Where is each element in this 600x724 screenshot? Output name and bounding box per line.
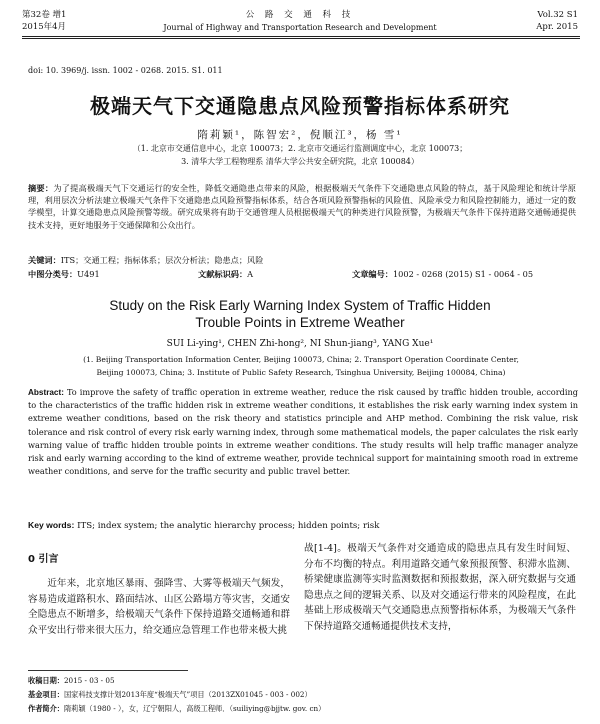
article-value: 1002 - 0268 (2015) S1 - 0064 - 05 — [392, 269, 534, 279]
title-en-line-1: Study on the Risk Early Warning Index System of Traffic Hidden — [109, 298, 491, 313]
footnote-fund: 基金项目：国家科技支撑计划2013年度“极端天气”项目（2013ZX01045 - 003 - 002） — [28, 690, 312, 699]
affiliations-en — [36, 353, 566, 379]
abstract-cn-label: 摘要： — [28, 183, 54, 193]
affiliation-cn-1: （1. 北京市交通信息中心，北京 100073；2. 北京市交通运行监测调度中心，北京 100073； — [132, 144, 468, 153]
affiliation-en-2: Beijing 100073, China; 3. Institute of Public Safety Research, Tsinghua University, Beijing 100084, China) — [96, 368, 506, 377]
doc-label: 文献标识码： — [198, 269, 248, 279]
clc-value: U491 — [77, 269, 100, 279]
footnotes — [28, 674, 580, 716]
clc-number — [28, 269, 100, 280]
header-date-en: Apr. 2015 — [536, 22, 578, 32]
abstract-en — [28, 386, 578, 478]
authors-cn: 隋莉颖¹，陈智宏²，倪顺江³，杨 雪¹ — [197, 129, 403, 141]
footnote-received: 收稿日期：2015 - 03 - 05 — [28, 676, 115, 685]
header-rule-top — [22, 36, 580, 37]
keywords-cn-label: 关键词： — [28, 255, 61, 265]
keywords-cn — [28, 255, 263, 266]
header-date-cn: 2015年4月 — [22, 22, 67, 32]
clc-label: 中图分类号： — [28, 269, 78, 279]
affiliation-cn-2: 3. 清华大学工程物理系 清华大学公共安全研究院，北京 100084） — [181, 157, 419, 166]
footnote-author: 作者简介：隋莉颖（1980 - ），女，辽宁朝阳人，高级工程师．（suiliying@bjjtw. gov. cn） — [28, 704, 326, 713]
abstract-en-text: To improve the safety of traffic operation in extreme weather, reduce the risk caused by traffic hidden trouble, according to the characteristics of the traffic hidden risk in extreme weather conditions, it establishes the risk early warning index system in extreme weather conditions, based on the risk theory and statistics principle and AHP method. Combining the risk value, risk tolerance and risk control of every risk early warning index, through some mathematical models, the paper calculates the risk early warning value of traffic hidden trouble points in extreme weather conditions. The study results will help traffic manager analyze risk and early warning according to the kind of extreme weather, provide technical support for maintaining smooth road in extreme weather conditions, and serve for the traffic security and public travel better. — [28, 387, 578, 477]
article-label: 文章编号： — [352, 269, 393, 279]
title-cn: 极端天气下交通隐患点风险预警指标体系研究 — [90, 94, 510, 118]
section-heading: 0 引言 — [28, 554, 59, 565]
abstract-en-label: Abstract: — [28, 388, 64, 397]
title-en-line-2: Trouble Points in Extreme Weather — [195, 315, 405, 330]
header-volume-en: Vol.32 S1 — [537, 10, 578, 20]
document-code — [198, 269, 253, 280]
keywords-en-text: ITS; index system; the analytic hierarchy process; hidden points; risk — [77, 521, 380, 531]
keywords-cn-text: ITS；交通工程；指标体系；层次分析法；隐患点；风险 — [60, 255, 264, 265]
header-rule-bottom — [22, 38, 580, 39]
header-journal-cn: 公 路 交 通 科 技 — [245, 10, 355, 20]
authors-en: SUI Li-ying¹, CHEN Zhi-hong², NI Shun-jiang³, YANG Xue¹ — [166, 339, 434, 349]
doi: doi: 10. 3969/j. issn. 1002 - 0268. 2015. S1. 011 — [28, 66, 223, 75]
body-column-left: 近年来，北京地区暴雨、强降雪、大雾等极端天气频发，容易造成道路积水、路面结冰、山区公路塌方等灾害，交通安全隐患点不断增多，给极端天气条件下保持道路交通畅通和群众平安出行带来很大压力，给交通应急管理工作也带来极大挑 — [28, 578, 290, 636]
keywords-en-label: Key words: — [28, 520, 75, 530]
abstract-cn-text: 为了提高极端天气下交通运行的安全性，降低交通隐患点带来的风险，根据极端天气条件下交通隐患点风险的特点，基于风险理论和统计学原理，利用层次分析法建立极端天气条件下交通隐患点风险预警指标体系，结合各项风险预警指标的风险值、风险承受力和风险控制能力，通过一定的数学模型，计算交通隐患点风险预警等级。研究成果将有助于交通管理人员根据极端天气的种类进行风险预警，为极端天气条件下保持道路交通畅通提供技术支持，更好地服务于交通保障和公众出行。 — [28, 183, 576, 230]
header-journal-en: Journal of Highway and Transportation Research and Development — [163, 23, 437, 32]
abstract-cn — [28, 182, 576, 231]
title-en — [0, 297, 600, 331]
doc-value: A — [247, 269, 254, 279]
affiliation-en-1: (1. Beijing Transportation Information Center, Beijing 100073, China; 2. Transport Operation Coordinate Center, — [83, 355, 519, 364]
article-number — [352, 269, 533, 280]
footnote-rule — [28, 670, 188, 671]
keywords-en — [28, 520, 379, 531]
body-column-right: 战[1-4]。极端天气条件对交通造成的隐患点具有发生时间短、分布不均衡的特点。利用道路交通气象预报预警、积滞水监测、桥梁健康监测等实时监测数据和预报数据，深入研究数据与交通隐患点之间的逻辑关系、以及对交通运行带来的风险程度，在此基础上形成极端天气交通隐患点预警指标体系，为极端天气条件下保持道路交通畅通提供技术支持， — [304, 543, 576, 632]
header-volume-cn: 第32卷 增1 — [22, 10, 67, 20]
